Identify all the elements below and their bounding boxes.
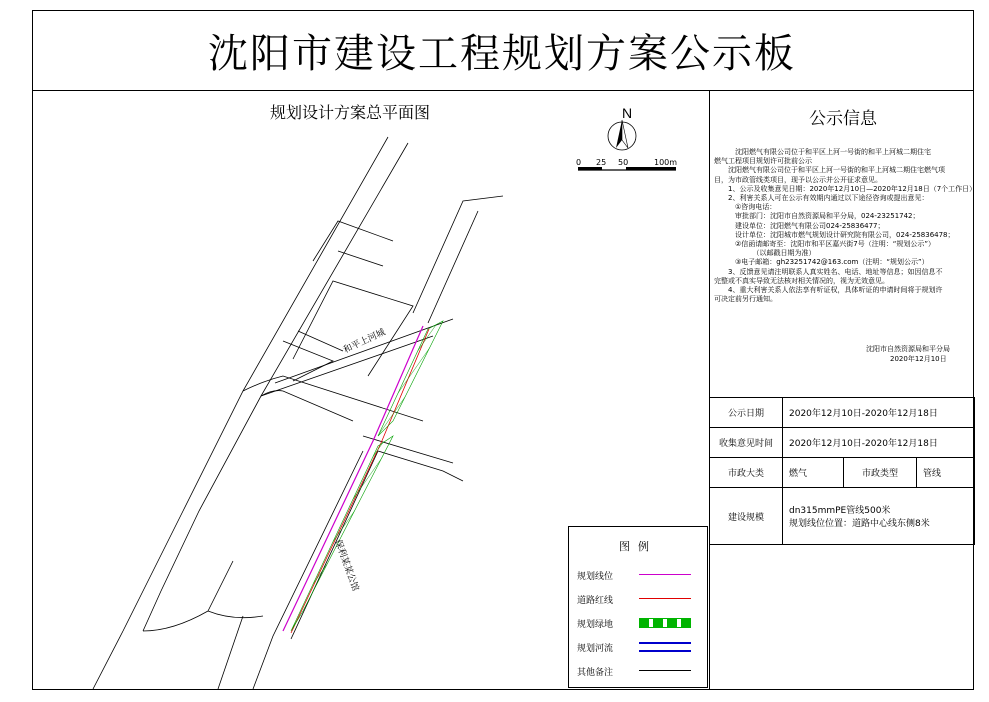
category-value: 燃气 (783, 458, 844, 488)
notice-line: 完整或不真实导致无法核对相关情况的，视为无效意见。 (714, 276, 889, 285)
legend (568, 526, 708, 688)
notice-line: ①咨询电话： (714, 203, 777, 212)
legend-swatch-planned-line (639, 574, 691, 575)
legend-label-river: 规划河流 (577, 644, 614, 654)
notice-line: 设计单位：沈阳城市燃气规划设计研究院有限公司，024-25836478； (714, 230, 955, 239)
info-title: 公示信息 (809, 109, 877, 129)
notice-line: 3、反馈意见请注明联系人真实姓名、电话、地址等信息；如因信息不 (714, 267, 943, 276)
publicity-date-label: 公示日期 (710, 398, 783, 428)
notice-line: 审批部门：沈阳市自然资源局和平分局，024-23251742； (714, 212, 920, 221)
scale-label-100: 100m (654, 158, 678, 167)
notice-line: 1、公示及收集意见日期：2020年12月10日—2020年12月18日（7个工作日） (714, 184, 977, 193)
scale-label: 建设规模 (710, 488, 783, 545)
scale-label-50: 50 (618, 158, 629, 167)
table-row (710, 488, 975, 545)
legend-swatch-road-redline (639, 598, 691, 599)
notice-line: （以邮戳日期为准） (714, 249, 816, 258)
notice-line: 2、利害关系人可在公示有效期内通过以下途径咨询或提出意见： (714, 194, 929, 203)
category-label: 市政大类 (710, 458, 783, 488)
scale-line-2: 规划线位位置：道路中心线东侧8米 (789, 519, 930, 529)
feedback-date-value: 2020年12月10日-2020年12月18日 (783, 428, 975, 458)
scale-value (783, 488, 975, 545)
scale-line-1: dn315mmPE管线500米 (789, 506, 891, 516)
legend-label-other: 其他备注 (577, 668, 614, 678)
legend-label-planned-line: 规划线位 (577, 572, 614, 582)
table-row (710, 398, 975, 428)
panel-divider (709, 91, 710, 690)
notice-line: ③电子邮箱：gh23251742@163.com（注明：“规划公示”） (714, 258, 929, 267)
board-title: 沈阳市建设工程规划方案公示板 (208, 30, 796, 77)
table-row (710, 458, 975, 488)
notice-text (714, 148, 977, 304)
notice-line: 目，为市政管线类项目，现予以公示并公开征求意见。 (714, 175, 882, 184)
notice-line: 燃气工程项目规划许可批前公示 (714, 157, 812, 166)
north-label: N (622, 105, 633, 121)
publicity-date-value: 2020年12月10日-2020年12月18日 (783, 398, 975, 428)
notice-line: 沈阳燃气有限公司位于和平区上河一号街的和平上河城二期住宅燃气项 (714, 166, 945, 175)
feedback-date-label: 收集意见时间 (710, 428, 783, 458)
notice-line: 沈阳燃气有限公司位于和平区上河一号街的和平上河城二期住宅 (714, 148, 931, 156)
notice-line: 4、重大利害关系人依法享有听证权，具体听证的申请时间将于规划许 (714, 286, 943, 295)
notice-line: 可决定前另行通知。 (714, 295, 777, 304)
plan-title: 规划设计方案总平面图 (269, 103, 430, 122)
legend-swatch-river (639, 642, 691, 652)
project-facts-table (709, 397, 975, 545)
type-value: 管线 (917, 458, 975, 488)
legend-title: 图例 (619, 540, 657, 553)
scale-label-25: 25 (596, 158, 607, 167)
legend-swatch-green (639, 618, 691, 628)
scale-label-0: 0 (576, 158, 582, 167)
notice-date: 2020年12月10日 (890, 355, 947, 363)
park-label: 保利某某公馆 (332, 538, 361, 593)
legend-swatch-other (639, 670, 691, 671)
type-label: 市政类型 (844, 458, 917, 488)
table-row (710, 428, 975, 458)
notice-line: 建设单位：沈阳燃气有限公司024-25836477； (714, 221, 885, 230)
parcel-label: 和平上河城 (342, 327, 388, 356)
legend-label-road-redline: 道路红线 (577, 596, 614, 606)
notice-line: ②信函请邮寄至：沈阳市和平区嘉兴街7号（注明：“规划公示”） (714, 240, 935, 249)
notice-signature: 沈阳市自然资源局和平分局 (866, 345, 950, 353)
legend-label-green: 规划绿地 (577, 620, 614, 630)
